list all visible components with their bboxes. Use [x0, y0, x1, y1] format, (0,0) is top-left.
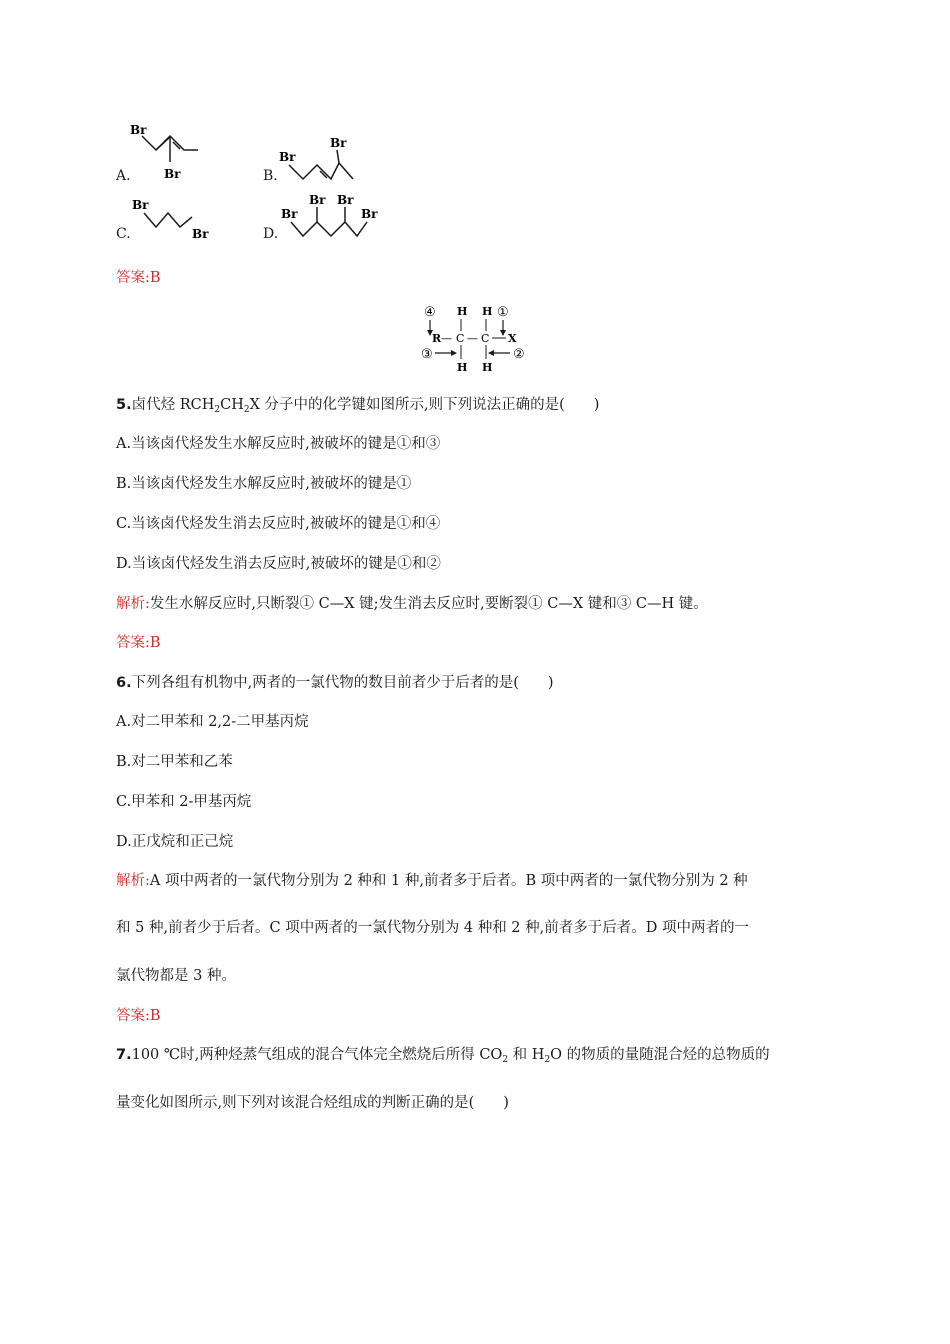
q5-stem-b: CH: [220, 397, 244, 413]
q5-stem-c: X 分子中的化学键如图所示,则下列说法正确的是( ): [249, 397, 600, 413]
structure-d-br-3: Br: [337, 193, 354, 207]
q6-option-a: A.对二甲苯和 2,2-二甲基丙烷: [116, 714, 309, 730]
q7-stem-line-2: 量变化如图所示,则下列对该混合烃组成的判断正确的是( ): [116, 1095, 509, 1111]
q5-option-d: D.当该卤代烃发生消去反应时,被破坏的键是①和②: [116, 556, 441, 572]
q6-answer-label: 答案:: [116, 1008, 150, 1024]
bond-r: R: [432, 332, 442, 345]
bond-h-top-right: H: [482, 305, 493, 318]
q6-stem-text: 下列各组有机物中,两者的一氯代物的数目前者少于后者的是( ): [131, 675, 554, 691]
q7-stem-sub1: 2: [502, 1055, 509, 1065]
q5-answer-value: B: [149, 635, 161, 651]
q6-analysis-line-2: 和 5 种,前者少于后者。C 项中两者的一氯代物分别为 4 种和 2 种,前者多于后者。D 项中两者的一: [116, 920, 749, 936]
bond-c2: C: [481, 332, 490, 345]
option-c-label: C.: [116, 226, 131, 242]
structure-c: [128, 195, 218, 245]
q6-analysis-line-3: 氯代物都是 3 种。: [116, 968, 236, 984]
bond-mark-2: ②: [513, 347, 525, 362]
q6-answer: [116, 1007, 161, 1025]
structure-b-br-left: Br: [279, 150, 296, 164]
q6-analysis-text-1: A 项中两者的一氯代物分别为 2 种和 1 种,前者多于后者。B 项中两者的一氯代物分别为 2 种: [149, 873, 748, 889]
option-d-label: D.: [263, 226, 279, 242]
q7-stem-c: O 的物质的量随混合烃的总物质的: [550, 1047, 770, 1063]
q6-option-d: D.正戊烷和正己烷: [116, 834, 234, 850]
structure-b: [275, 135, 365, 185]
q6-option-c: C.甲苯和 2-甲基丙烷: [116, 794, 252, 810]
bond-h-top-left: H: [457, 305, 468, 318]
q4-answer-label: 答案:: [116, 270, 150, 286]
structure-a-bond: [156, 137, 170, 150]
q6-analysis-label: 解析:: [116, 873, 150, 889]
structure-c-br-bottom: Br: [192, 227, 209, 241]
option-a-label: A.: [116, 168, 131, 184]
bond-h-bottom-left: H: [457, 361, 468, 374]
q6-answer-value: B: [149, 1008, 161, 1024]
bond-arrow-1-head: [500, 330, 506, 336]
bond-dash-2: —: [467, 332, 478, 345]
q5-answer: [116, 634, 161, 652]
q6-analysis-line-1: [116, 872, 748, 890]
structure-a-br-top: Br: [130, 123, 147, 137]
q5-analysis: [116, 595, 708, 613]
q5-option-c: C.当该卤代烃发生消去反应时,被破坏的键是①和④: [116, 516, 441, 532]
bond-c1: C: [456, 332, 465, 345]
bond-mark-3: ③: [421, 347, 433, 362]
bond-h-bottom-right: H: [482, 361, 493, 374]
structure-c-br-top: Br: [132, 198, 149, 212]
structure-b-br-top: Br: [330, 136, 347, 150]
bond-diagram: [418, 300, 533, 375]
q5-stem-sub1: 2: [214, 405, 221, 415]
q5-analysis-text: 发生水解反应时,只断裂① C—X 键;发生消去反应时,要断裂① C—X 键和③ C—H 键。: [149, 596, 708, 612]
structure-b-branch: [337, 150, 339, 163]
bond-x: X: [508, 332, 517, 345]
structure-c-chain: [144, 213, 192, 227]
q6-stem: [116, 674, 554, 692]
q6-number: 6.: [116, 675, 132, 691]
q5-stem: [116, 396, 599, 416]
q4-answer: [116, 269, 161, 287]
bond-mark-4: ④: [424, 305, 436, 320]
bond-mark-1: ①: [497, 305, 509, 320]
structure-a: [128, 120, 208, 185]
q5-number: 5.: [116, 397, 132, 413]
q5-stem-sub2: 2: [243, 405, 250, 415]
q5-analysis-label: 解析:: [116, 596, 150, 612]
q5-option-a: A.当该卤代烃发生水解反应时,被破坏的键是①和③: [116, 436, 441, 452]
structure-d-br-2: Br: [309, 193, 326, 207]
q7-stem-sub2: 2: [544, 1055, 551, 1065]
bond-arrow-3-head: [451, 350, 457, 356]
bond-dash-1: —: [441, 332, 452, 345]
q7-stem-line-1: [116, 1046, 770, 1066]
option-b-label: B.: [263, 168, 278, 184]
structure-d: [275, 190, 385, 245]
q4-answer-value: B: [149, 270, 161, 286]
structure-d-br-1: Br: [281, 207, 298, 221]
q7-stem-a: 100 ℃时,两种烃蒸气组成的混合气体完全燃烧后所得 CO: [131, 1047, 503, 1063]
q6-option-b: B.对二甲苯和乙苯: [116, 754, 233, 770]
structure-d-chain: [291, 222, 367, 236]
structure-a-br-bottom: Br: [164, 167, 181, 181]
q5-answer-label: 答案:: [116, 635, 150, 651]
q5-stem-a: 卤代烃 RCH: [131, 397, 215, 413]
q7-number: 7.: [116, 1047, 132, 1063]
q7-stem-b: 和 H: [508, 1047, 545, 1063]
structure-d-br-4: Br: [361, 207, 378, 221]
q5-option-b: B.当该卤代烃发生水解反应时,被破坏的键是①: [116, 476, 412, 492]
bond-arrow-2-head: [488, 350, 494, 356]
